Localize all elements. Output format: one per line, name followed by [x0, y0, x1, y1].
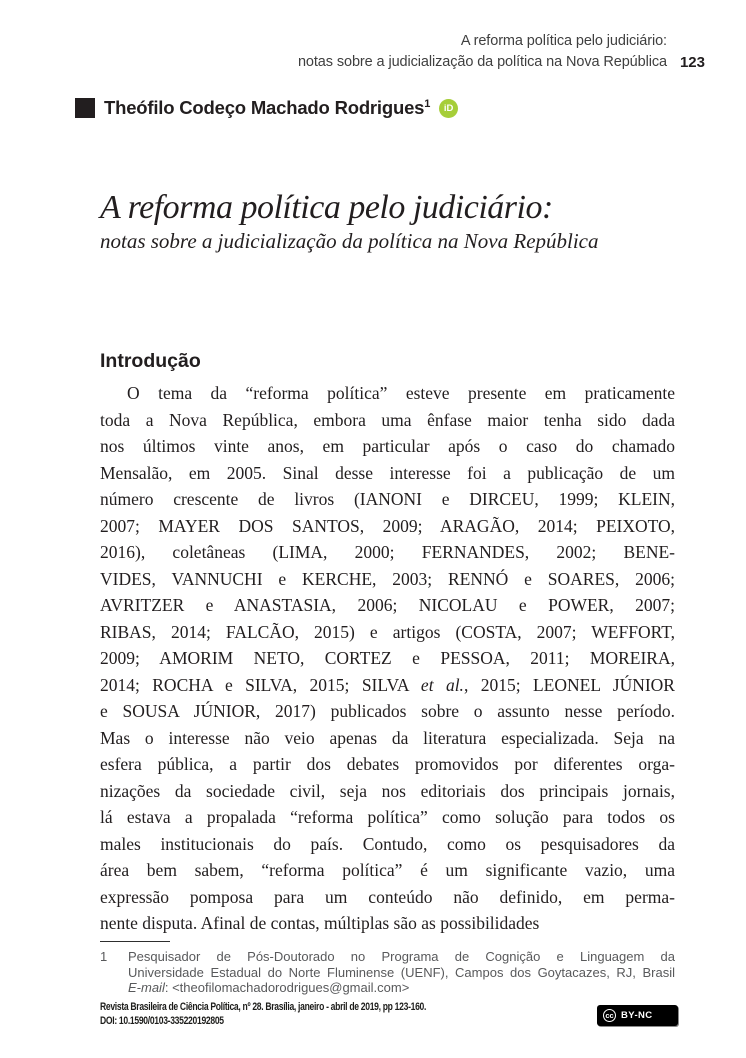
footnote-divider	[100, 941, 170, 942]
footnote-email-line	[128, 980, 675, 996]
paper-subtitle: notas sobre a judicialização da política na Nova República	[100, 229, 599, 253]
author-footnote-ref: 1	[424, 97, 431, 110]
journal-citation: Revista Brasileira de Ciência Política, nº 28. Brasília, janeiro - abril de 2019, pp 123-160.	[100, 1001, 427, 1013]
body-paragraph	[100, 380, 675, 937]
creative-commons-icon: cc	[603, 1009, 616, 1022]
page-number: 123	[679, 54, 705, 71]
body-line: nente disputa. Afinal de contas, múltiplas são as possibilidades	[100, 913, 540, 933]
body-line: expressão pomposa para um conteúdo não definido, em perma-	[100, 886, 675, 907]
body-line: lá estava a propalada “reforma política” como solução para todos os	[100, 807, 675, 827]
body-line: VIDES, VANNUCHI e KERCHE, 2003; RENNÓ e SOARES, 2006;	[100, 568, 675, 589]
body-line: 2009; AMORIM NETO, CORTEZ e PESSOA, 2011; MOREIRA,	[100, 648, 675, 668]
footnote-line: Pesquisador de Pós-Doutorado no Programa de Cognição e Linguagem da	[128, 949, 675, 964]
body-line: e SOUSA JÚNIOR, 2017) publicados sobre o assunto nesse período.	[100, 701, 675, 721]
footnote	[100, 949, 675, 996]
body-line: Mas o interesse não veio apenas da literatura especializada. Seja na	[100, 727, 675, 748]
body-line: área bem sabem, “reforma política” é um significante vazio, uma	[100, 860, 675, 880]
body-line: número crescente de livros (IANONI e DIRCEU, 1999; KLEIN,	[100, 489, 675, 509]
square-bullet-icon	[75, 98, 95, 118]
body-line: AVRITZER e ANASTASIA, 2006; NICOLAU e POWER, 2007;	[100, 595, 675, 615]
body-line: nizações da sociedade civil, seja nos editoriais dos principais jornais,	[100, 780, 675, 801]
doi-line: DOI: 10.1590/0103-335220192805	[100, 1015, 224, 1027]
body-line: RIBAS, 2014; FALCÃO, 2015) e artigos (COSTA, 2007; WEFFORT,	[100, 621, 675, 642]
section-heading-introducao: Introdução	[100, 350, 201, 372]
running-head	[298, 31, 705, 73]
footnote-text	[128, 949, 675, 996]
license-label: BY-NC	[621, 1010, 653, 1021]
body-line: Mensalão, em 2005. Sinal desse interesse foi a publicação de um	[100, 462, 675, 483]
email-address: : <theofilomachadorodrigues@gmail.com>	[164, 980, 410, 995]
paper-title: A reforma política pelo judiciário:	[100, 189, 553, 226]
body-line: males institucionais do país. Contudo, como os pesquisadores da	[100, 833, 675, 854]
running-head-title	[298, 31, 667, 73]
body-line: nos últimos vinte anos, em particular após o caso do chamado	[100, 436, 675, 456]
running-head-line2: notas sobre a judicialização da política na Nova República	[297, 54, 667, 70]
cc-by-nc-badge[interactable]	[597, 1005, 678, 1026]
body-line: 2014; ROCHA e SILVA, 2015; SILVA et al., 2015; LEONEL JÚNIOR	[100, 674, 675, 695]
body-line: 2007; MAYER DOS SANTOS, 2009; ARAGÃO, 2014; PEIXOTO,	[100, 515, 675, 536]
footnote-number: 1	[100, 949, 108, 964]
orcid-icon[interactable]: iD	[439, 99, 458, 118]
email-label: E-mail	[128, 980, 165, 995]
author-name: Theófilo Codeço Machado Rodrigues$^1$	[104, 97, 431, 118]
body-line: esfera pública, a partir dos debates promovidos por diferentes orga-	[100, 754, 675, 774]
author-row	[75, 97, 458, 119]
body-line: 2016), coletâneas (LIMA, 2000; FERNANDES, 2002; BENE-	[100, 542, 675, 562]
journal-footer	[100, 1000, 426, 1028]
footnote-line: Universidade Estadual do Norte Fluminense (UENF), Campos dos Goytacazes, RJ, Brasil	[128, 964, 675, 980]
body-line: toda a Nova República, embora uma ênfase maior tenha sido dada	[100, 409, 675, 430]
running-head-line1: A reforma política pelo judiciário:	[460, 33, 667, 49]
footnote-lines	[128, 949, 675, 980]
body-line: O tema da “reforma política” esteve presente em praticamente	[127, 383, 675, 403]
title-block	[100, 188, 680, 254]
